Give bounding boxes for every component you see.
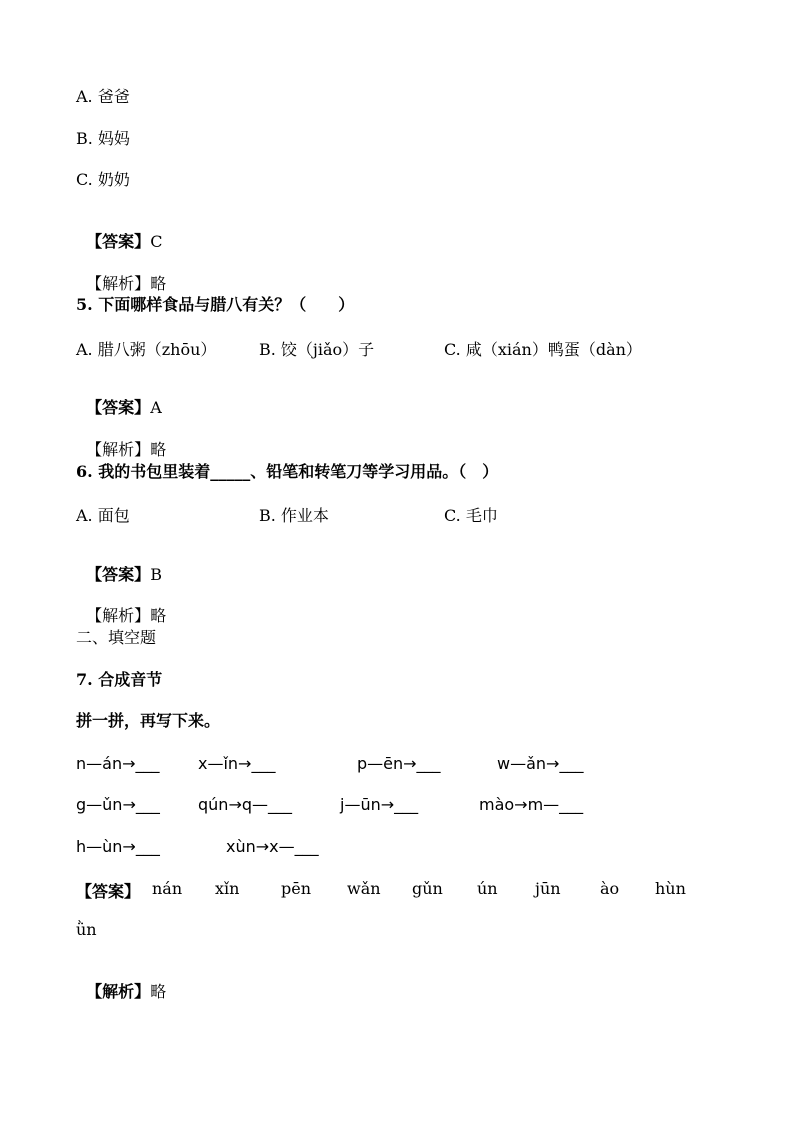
q5-option-c: C. 咸（xián）鸭蛋（dàn） <box>444 340 642 359</box>
q5-options <box>0 337 794 357</box>
answer-value: ún <box>477 879 498 898</box>
answer-label: 【答案】 <box>86 232 151 251</box>
analysis-label: 【解析】 <box>86 274 151 293</box>
q7-row-2 <box>0 795 794 815</box>
q6-option-c: C. 毛巾 <box>444 506 498 525</box>
answer-label: 【答案】 <box>76 882 141 901</box>
q7-row-1 <box>0 754 794 774</box>
answer-value: hùn <box>655 879 686 898</box>
q6-option-b: B. 作业本 <box>259 506 329 525</box>
answer-value: gǔn <box>412 879 443 898</box>
analysis-label: 【解析】 <box>86 606 151 625</box>
answer-label: 【答案】 <box>86 398 151 417</box>
analysis-value: 略 <box>150 440 167 459</box>
answer-value: nán <box>152 879 183 898</box>
analysis-value: 略 <box>150 274 167 293</box>
syllable-exercise: n—án→___ <box>76 754 160 773</box>
syllable-exercise: p—ēn→___ <box>357 754 441 773</box>
analysis-label: 【解析】 <box>86 440 151 459</box>
syllable-exercise: mào→m—___ <box>479 795 584 814</box>
answer-value: ào <box>600 879 620 898</box>
answer-value: jūn <box>535 879 561 898</box>
q4-analysis <box>76 254 166 294</box>
answer-value: C <box>150 232 163 251</box>
q6-analysis <box>76 586 166 626</box>
syllable-exercise: h—ùn→___ <box>76 837 160 856</box>
q7-row-3 <box>0 837 794 857</box>
syllable-exercise: j—ūn→___ <box>340 795 419 814</box>
q5-option-b: B. 饺（jiǎo）子 <box>259 340 375 359</box>
syllable-exercise: qún→q—___ <box>198 795 292 814</box>
section-title: 二、填空题 <box>76 628 157 647</box>
q4-option-c: C. 奶奶 <box>76 170 130 189</box>
answer-value: wǎn <box>347 879 381 898</box>
q7-analysis <box>76 962 166 1002</box>
q6-question: 6. 我的书包里装着_____、铅笔和转笔刀等学习用品。（ ） <box>76 462 499 481</box>
q5-question: 5. 下面哪样食品与腊八有关？（ ） <box>76 295 355 314</box>
analysis-label: 【解析】 <box>86 982 151 1001</box>
answer-value: xǐn <box>215 879 240 898</box>
q4-option-b: B. 妈妈 <box>76 129 130 148</box>
q6-options <box>0 503 794 523</box>
q5-analysis <box>76 420 166 460</box>
answer-value: A <box>150 398 162 417</box>
q4-option-a: A. 爸爸 <box>76 87 130 106</box>
q7-instruction: 拼一拼，再写下来。 <box>76 711 221 730</box>
syllable-exercise: g—ǔn→___ <box>76 795 160 814</box>
q7-answer-wrap: ǜn <box>76 920 97 939</box>
q4-answer <box>76 212 162 252</box>
syllable-exercise: x—ǐn→___ <box>198 754 276 773</box>
q7-answer <box>0 879 794 899</box>
analysis-value: 略 <box>150 982 167 1001</box>
q6-answer <box>76 545 162 585</box>
syllable-exercise: w—ǎn→___ <box>497 754 584 773</box>
analysis-value: 略 <box>150 606 167 625</box>
answer-value: pēn <box>281 879 312 898</box>
answer-value: B <box>150 565 162 584</box>
syllable-exercise: xùn→x—___ <box>226 837 319 856</box>
answer-label: 【答案】 <box>86 565 151 584</box>
q5-answer <box>76 378 162 418</box>
q7-question: 7. 合成音节 <box>76 670 163 689</box>
q6-option-a: A. 面包 <box>76 506 130 525</box>
q5-option-a: A. 腊八粥（zhōu） <box>76 340 217 359</box>
